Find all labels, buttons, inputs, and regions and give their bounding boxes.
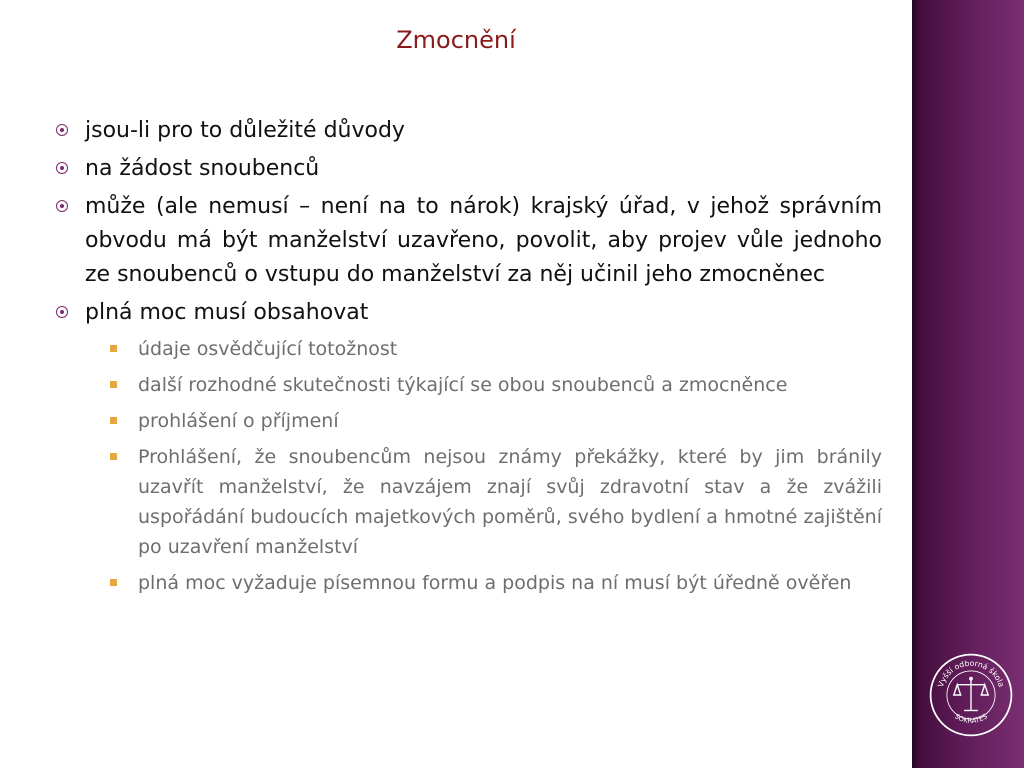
- decorative-sidebar: [912, 0, 1024, 768]
- bullet-item: [56, 114, 882, 148]
- square-bullet-icon: [110, 417, 117, 424]
- sub-bullet-text: další rozhodné skutečnosti týkající se obou snoubenců a zmocněnce: [138, 374, 788, 396]
- bullet-item: [56, 190, 882, 292]
- bullet-item: [56, 296, 882, 330]
- slide-title: Zmocnění: [396, 26, 516, 54]
- square-bullet-icon: [110, 579, 117, 586]
- circle-bullet-icon: [56, 162, 68, 174]
- svg-text:SOKRATES: [953, 712, 989, 725]
- bullet-text: plná moc musí obsahovat: [85, 300, 369, 325]
- sub-bullet-text: plná moc vyžaduje písemnou formu a podpis na ní musí být úředně ověřen: [138, 572, 852, 594]
- school-logo-icon: [928, 652, 1014, 738]
- bullet-item: [56, 152, 882, 186]
- square-bullet-icon: [110, 453, 117, 460]
- sub-bullet-text: prohlášení o příjmení: [138, 410, 339, 432]
- sub-bullet-text: údaje osvědčující totožnost: [138, 338, 398, 360]
- logo-arc-text: Vyšší odborná škola: [936, 658, 1006, 689]
- sub-bullet-item: [110, 406, 882, 436]
- sub-bullet-item: [110, 370, 882, 400]
- sub-bullet-text: Prohlášení, že snoubencům nejsou známy překážky, které by jim bránily uzavřít manželství, že navzájem znají svůj zdravotní stav a že zvážili uspořádání budoucích majetkových poměrů, svého bydlení a hmotné zajištění po uzavření manželství: [138, 446, 882, 558]
- sub-bullet-item: [110, 334, 882, 364]
- square-bullet-icon: [110, 345, 117, 352]
- circle-bullet-icon: [56, 200, 68, 212]
- sub-bullet-item: [110, 568, 882, 598]
- bullet-text: na žádost snoubenců: [85, 156, 320, 181]
- circle-bullet-icon: [56, 306, 68, 318]
- bullet-list: [56, 114, 882, 604]
- bullet-text: jsou-li pro to důležité důvody: [85, 118, 405, 143]
- circle-bullet-icon: [56, 124, 68, 136]
- bullet-text: může (ale nemusí – není na to nárok) krajský úřad, v jehož správním obvodu má být manželství uzavřeno, povolit, aby projev vůle jednoho ze snoubenců o vstupu do manželství za něj učinil jeho zmocněnec: [85, 194, 882, 287]
- logo-bottom-text: SOKRATES: [953, 712, 989, 726]
- square-bullet-icon: [110, 381, 117, 388]
- sub-bullet-item: [110, 442, 882, 562]
